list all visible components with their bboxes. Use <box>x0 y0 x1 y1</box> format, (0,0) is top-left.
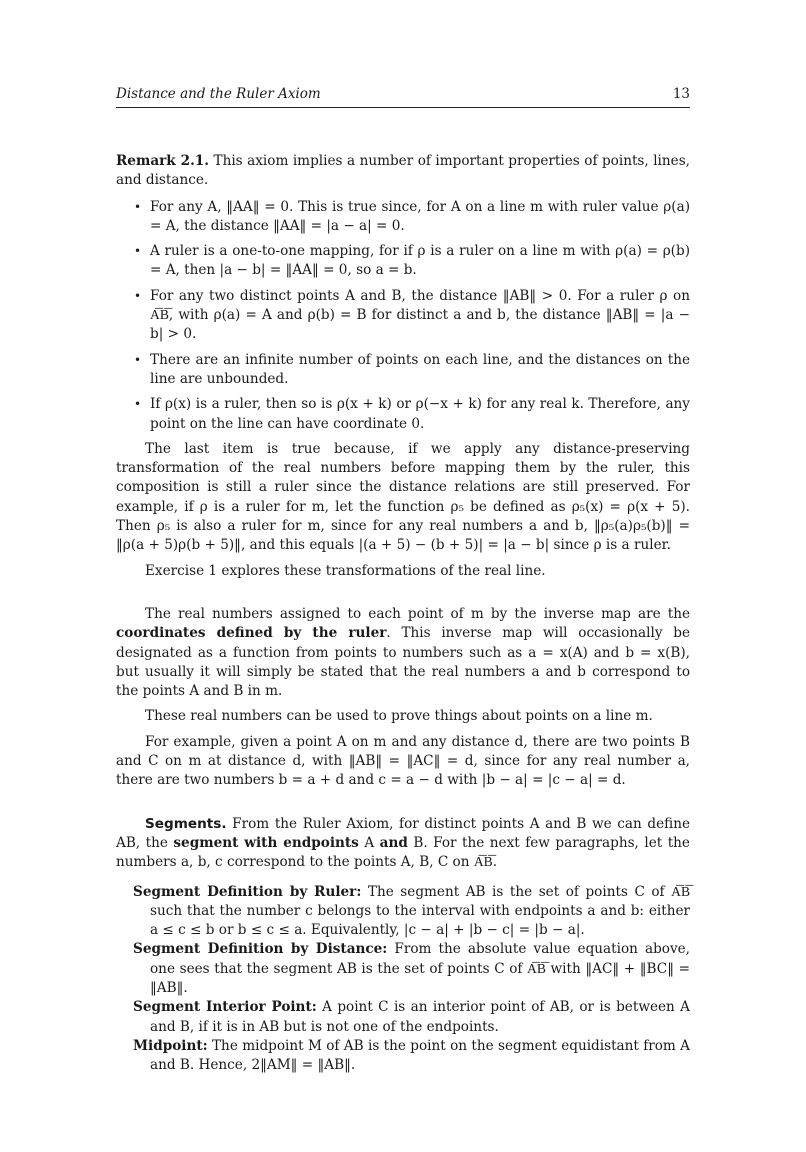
running-title: Distance and the Ruler Axiom <box>116 86 321 102</box>
header-rule <box>116 107 690 108</box>
remark-paragraph <box>116 152 690 191</box>
term-coordinates: coordinates defined by the ruler <box>116 625 387 642</box>
paragraph-last-item: The last item is true because, if we apply any distance-preserving transformation of the real numbers before mapping them by the ruler, this composition is still a ruler since the distance relations are still preserved. For example, if ρ is a ruler for m, let the function ρ₅ be defined as ρ₅(x) = ρ(x + 5). Then ρ₅ is also a ruler for m, since for any real numbers a and b, ‖ρ₅(a)ρ₅(b)‖ = ‖ρ(a + 5)ρ(b + 5)‖, and this equals |(a + 5) − (b + 5)| = |a − b| since ρ is a ruler. <box>116 440 690 554</box>
paragraph-coordinates: The real numbers assigned to each point of m by the inverse map are the coordinates defined by the ruler. This inverse map will occasionally be designated as a function from points to numbers such as a = x(A) and b = x(B), but usually it will simply be stated that the real numbers a and b correspond to the points A and B in m. <box>116 605 690 700</box>
list-item: • For any A, ‖AA‖ = 0. This is true since, for A on a line m with ruler value ρ(a) = A, the distance ‖AA‖ = |a − a| = 0. <box>134 198 690 234</box>
bullet-text: For any two distinct points A and B, the distance ‖AB‖ > 0. For a ruler ρ on A͞B͞, with ρ(a) = A and ρ(b) = B for distinct a and b, the distance ‖AB‖ = |a − b| > 0. <box>150 287 690 343</box>
definition-item: Segment Definition by Ruler: The segment AB is the set of points C of A͞B͞ such that the number c belongs to the interval with endpoints a and b: either a ≤ c ≤ b or b ≤ c ≤ a. Equivalently, |c − a| + |b − c| = |b − a|. <box>133 883 691 939</box>
remark-bullet-list <box>116 198 690 434</box>
paragraph-prove: These real numbers can be used to prove things about points on a line m. <box>145 708 653 725</box>
segments-paragraph: Segments. From the Ruler Axiom, for distinct points A and B we can define AB, the segment with endpoints A and B. For the next few paragraphs, let the numbers a, b, c correspond to the points A, B, C on A͞B͞. <box>116 815 690 871</box>
bullet-text: A ruler is a one-to-one mapping, for if ρ is a ruler on a line m with ρ(a) = ρ(b) = A, then |a − b| = ‖AA‖ = 0, so a = b. <box>150 243 690 279</box>
paragraph-example: For example, given a point A on m and any distance d, there are two points B and C on m at distance d, with ‖AB‖ = ‖AC‖ = d, since for any real number a, there are two numbers b = a + d and c = a − d with |b − a| = |c − a| = d. <box>116 733 690 789</box>
remark-text: This axiom implies a number of important properties of points, lines, and distance. <box>116 153 690 189</box>
running-header <box>116 86 690 102</box>
definition-term: Midpoint: <box>133 1037 208 1054</box>
paragraph-exercise: Exercise 1 explores these transformations of the real line. <box>145 562 546 579</box>
definition-item: Segment Interior Point: A point C is an interior point of AB, or is between A and B, if it is in AB but is not one of the endpoints. <box>133 999 690 1035</box>
definition-list <box>116 883 690 1076</box>
bullet-text: If ρ(x) is a ruler, then so is ρ(x + k) or ρ(−x + k) for any real k. Therefore, any point on the line can have coordinate 0. <box>150 396 690 432</box>
definition-term: Segment Definition by Ruler: <box>133 883 362 900</box>
list-item: • There are an infinite number of points on each line, and the distances on the line are unbounded. <box>134 351 690 387</box>
definition-item: Segment Definition by Distance: From the absolute value equation above, one sees that the segment AB is the set of points C of A͞B͞ with ‖AC‖ + ‖BC‖ = ‖AB‖. <box>133 941 690 996</box>
list-item: • If ρ(x) is a ruler, then so is ρ(x + k) or ρ(−x + k) for any real k. Therefore, any point on the line can have coordinate 0. <box>134 396 690 432</box>
bullet-text: There are an infinite number of points on each line, and the distances on the line are unbounded. <box>150 351 690 387</box>
bullet-text: For any A, ‖AA‖ = 0. This is true since, for A on a line m with ruler value ρ(a) = A, the distance ‖AA‖ = |a − a| = 0. <box>150 198 690 234</box>
definition-term: Segment Interior Point: <box>133 999 317 1016</box>
list-item: • For any two distinct points A and B, the distance ‖AB‖ > 0. For a ruler ρ on A͞B͞, with ρ(a) = A and ρ(b) = B for distinct a and b, the distance ‖AB‖ = |a − b| > 0. <box>134 287 690 343</box>
page-body <box>116 152 690 1075</box>
definition-item: Midpoint: The midpoint M of AB is the point on the segment equidistant from A and B. Hence, 2‖AM‖ = ‖AB‖. <box>133 1037 690 1074</box>
segments-heading: Segments. <box>145 815 227 832</box>
remark-label: Remark 2.1. <box>116 153 210 169</box>
page-number: 13 <box>672 86 690 102</box>
definition-term: Segment Definition by Distance: <box>133 941 388 958</box>
list-item: • A ruler is a one-to-one mapping, for if ρ is a ruler on a line m with ρ(a) = ρ(b) = A, then |a − b| = ‖AA‖ = 0, so a = b. <box>134 243 690 279</box>
